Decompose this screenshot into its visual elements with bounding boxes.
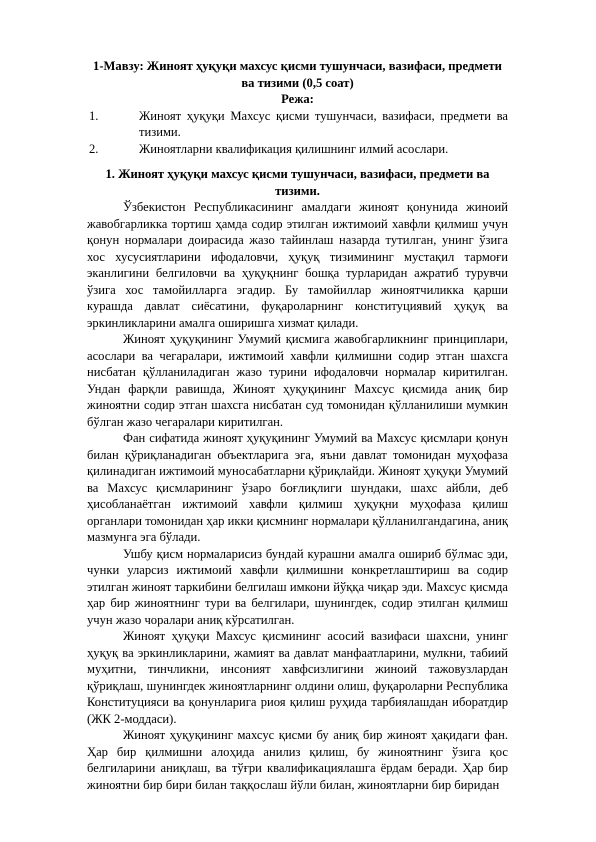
body-paragraph: Жиноят ҳуқуқининг махсус қисми бу аниқ бир жиноят ҳақидаги фан. Ҳар бир қилмишни алоҳида анилиз қилиш, бу жиноятнинг ўзига қос белгиларини аниқлаш, ва тўғри квалификациялашга ёрдам беради. Ҳар бир жиноятни бир бири билан таққослаш йўли билан, жиноятларни бир биридан bbox=[87, 728, 508, 792]
plan-label: Режа: bbox=[281, 92, 314, 106]
plan-item-text: Жиноятларни квалификация қилишнинг илмий асослари. bbox=[139, 141, 449, 156]
body-paragraph: Ушбу қисм нормаларисиз бундай курашни амалга ошириб бўлмас эди, чунки уларсиз ижтимоий хавфли қилмишни конкретлаштириш ва содир этилган жиноят таркибини белгилаш имкони йўққа чиқар эди. Махсус қисмда ҳар бир жиноятнинг тури ва белгилари, шунингдек, содир этилган қилмиш учун жазо чоралари аниқ кўрсатилган. bbox=[87, 546, 508, 627]
plan-item-text: Жиноят ҳуқуқи Махсус қисми тушунчаси, вазифаси, предмети ва тизими. bbox=[139, 108, 508, 139]
body-paragraph: Фан сифатида жиноят ҳуқуқининг Умумий ва Махсус қисмлари қонун билан қўриқланадиган объектларига эга, яъни давлат томонидан муҳофаза қилинадиган ижтимоий муносабатларни қўриқлайди. Жиноят ҳуқуқи Умумий ва Махсус қисмларининг ўзаро боғлиқлиги шундаки, шахс айбли, деб ҳисобланаётган ижтимоий хавфли қилмиш ҳуқуқни муҳофаза қилиш органлари томонидан ҳар икки қисмнинг нормалари қўлланилгандагина, аниқ мазмунга эга бўлади. bbox=[87, 431, 508, 544]
plan-item bbox=[87, 141, 508, 158]
plan-list bbox=[87, 108, 508, 158]
body-paragraph: Жиноят ҳуқуқи Махсус қисмининг асосий вазифаси шахсни, унинг ҳуқуқ ва эркинликларини, жамият ва давлат манфаатларини, мулкни, табиий муҳитни, тинчликни, инсоният хавфсизлигини жиноий тажовузлардан қўриқлаш, шунингдек жиноятларнинг олдини олиш, фуқароларни Республика Конституцияси ва қонунларига риоя қилиш руҳида тарбиялашдан иборатдир (ЖК 2-моддаси). bbox=[87, 629, 508, 726]
document-title: 1-Мавзу: Жиноят ҳуқуқи махсус қисми тушунчаси, вазифаси, предмети ва тизими (0,5 соат) bbox=[93, 59, 502, 90]
body-paragraph: Ўзбекистон Республикасининг амалдаги жиноят қонунида жиноий жавобгарликка тортиш ҳамда содир этилган ижтимоий хавфли қилмиш учун қонун нормалари доирасида жазо тайинлаш назарда тутилган, унинг ўзига хос хусусиятларини ифодаловчи, ҳуқуқ тизимининг мустақил тармоғи эканлигини белгиловчи ва ҳуқуқнинг бошқа турларидан ажратиб турувчи ўзига хос тамойилларга эгадир. Бу тамойиллар жиноятчиликка қарши курашда давлат сиёсатини, фуқароларнинг конституциявий ҳуқуқ ва эркинликларини амалга оширишга хизмат қилади. bbox=[87, 200, 508, 330]
document-page bbox=[87, 58, 508, 793]
plan-item bbox=[87, 108, 508, 141]
plan-item-number: 2. bbox=[89, 141, 99, 156]
plan-item-number: 1. bbox=[89, 108, 99, 123]
body-paragraph: Жиноят ҳуқуқининг Умумий қисмига жавобгарликнинг принциплари, асослари ва чегаралари, ижтимоий хавфли қилмишни содир этган шахсга нисбатан қўлланиладиган жазо турини ифодаловчи нормалар киритилган. Ундан фарқли равишда, Жиноят ҳуқуқининг Махсус қисмида аниқ бир жиноятни содир этган шахсга нисбатан суд томонидан қўлланилиши мумкин бўлган жазо чегаралари киритилган. bbox=[87, 332, 508, 429]
section-heading: 1. Жиноят ҳуқуқи махсус қисми тушунчаси, вазифаси, предмети ва тизими. bbox=[105, 167, 490, 198]
